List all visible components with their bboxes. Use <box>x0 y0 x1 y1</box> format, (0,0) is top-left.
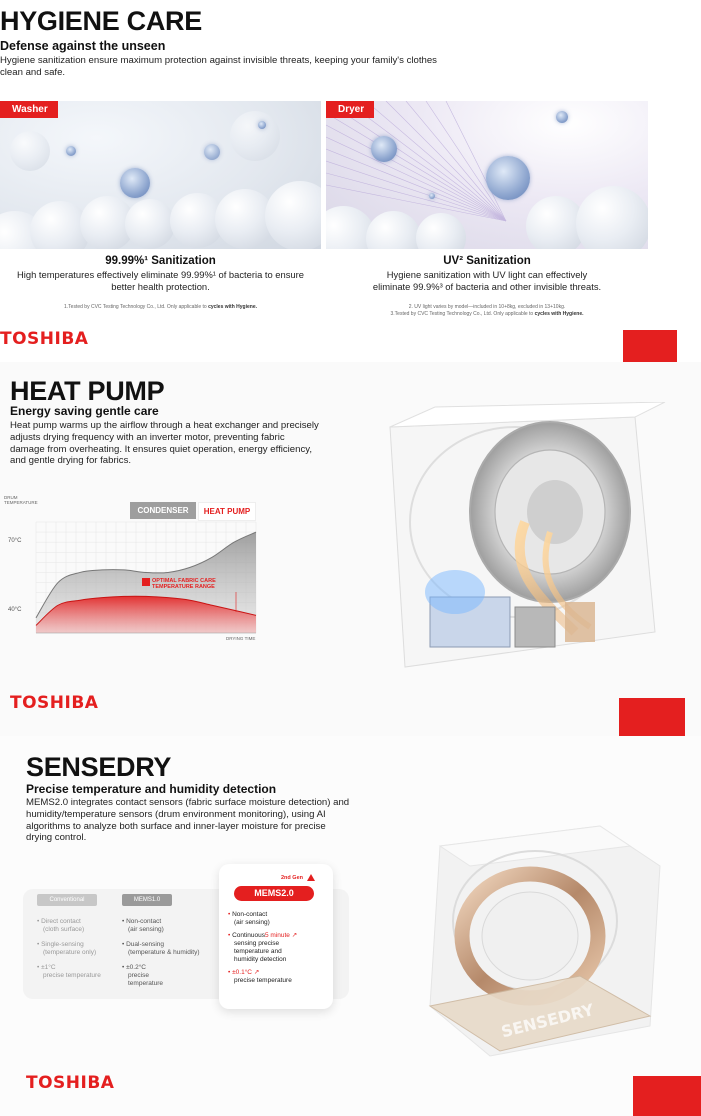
sensedry-subtitle: Precise temperature and humidity detection <box>26 782 277 796</box>
bacteria-icon <box>486 156 530 200</box>
y-tick-70: 70°C <box>8 538 22 544</box>
dryer-caption-title: UV² Sanitization <box>443 255 531 267</box>
sensedry-section <box>0 736 701 1116</box>
optimal-range-annotation: OPTIMAL FABRIC CARE TEMPERATURE RANGE <box>152 578 216 590</box>
second-gen-badge: 2nd Gen <box>281 874 315 881</box>
washer-image-panel <box>0 101 321 249</box>
legend-condenser: CONDENSER <box>130 502 196 519</box>
bacteria-icon <box>66 146 76 156</box>
bacteria-icon <box>556 111 568 123</box>
red-accent-block <box>619 698 685 736</box>
sensedry-product-label: SENSEDRY <box>499 1000 596 1042</box>
heatpump-section <box>0 362 701 736</box>
dryer-caption-text: Hygiene sanitization with UV light can effectively eliminate 99.9%³ of bacteria and other invisible threats. <box>372 269 602 292</box>
y-axis-label: DRUM TEMPERATURE <box>4 495 38 505</box>
legend-heatpump: HEAT PUMP <box>198 502 256 521</box>
heatpump-title: HEAT PUMP <box>10 376 165 406</box>
hygiene-title: HYGIENE CARE <box>0 6 202 36</box>
y-tick-40: 40°C <box>8 607 22 613</box>
washer-tag: Washer <box>0 101 58 118</box>
upward-arrow-icon <box>307 874 315 881</box>
hygiene-description: Hygiene sanitization ensure maximum protection against invisible threats, keeping your family's clothes clean and safe. <box>0 55 437 78</box>
thermometer-icon <box>142 578 150 586</box>
toshiba-logo: TOSHIBA <box>26 1073 115 1093</box>
bacteria-icon <box>371 136 397 162</box>
hygiene-section <box>0 0 701 362</box>
red-accent-block <box>633 1076 701 1116</box>
heatpump-dryer-illustration <box>375 402 675 702</box>
sensedry-description: MEMS2.0 integrates contact sensors (fabric surface moisture detection) and humidity/temperature sensors (drum environment monitoring), using AI algorithms to analyze both surface and inner-layer moisture for precise drying control. <box>26 797 350 844</box>
bacteria-icon <box>120 168 150 198</box>
bacteria-icon <box>429 193 435 199</box>
red-accent-block <box>623 330 677 362</box>
heatpump-description: Heat pump warms up the airflow through a heat exchanger and precisely adjusts drying frequency with an inverter motor, preventing fabric damage from overheating. It ensures quiet operation, energy efficiency, and gentle drying for fabrics. <box>10 420 319 467</box>
toshiba-logo: TOSHIBA <box>10 693 99 713</box>
temperature-chart <box>0 492 300 642</box>
hygiene-subtitle: Defense against the unseen <box>0 39 166 53</box>
bacteria-icon <box>204 144 220 160</box>
mems1-list: • Non-contact (air sensing) • Dual-sensing (temperature & humidity) • ±0.2°C precise temperature <box>122 918 200 987</box>
heatpump-subtitle: Energy saving gentle care <box>10 404 159 418</box>
mems1-header: MEMS1.0 <box>122 894 172 906</box>
conventional-header: Conventional <box>37 894 97 906</box>
toshiba-logo: TOSHIBA <box>0 329 89 349</box>
upward-arrow-icon: ↗ <box>291 932 298 939</box>
sensedry-dryer-illustration <box>400 806 701 1106</box>
conventional-list: • Direct contact (cloth surface) • Single-sensing (temperature only) • ±1°C precise temperature <box>37 918 101 979</box>
dryer-tag: Dryer <box>326 101 374 118</box>
bacteria-icon <box>258 121 266 129</box>
washer-caption-title: 99.99%¹ Sanitization <box>105 255 216 267</box>
washer-caption-text: High temperatures effectively eliminate 99.99%¹ of bacteria to ensure better health protection. <box>17 269 304 292</box>
upward-arrow-icon: ↗ <box>253 969 260 976</box>
dryer-image-panel <box>326 101 648 249</box>
washer-footnote: 1.Tested by CVC Testing Technology Co., Ltd. Only applicable to cycles with Hygiene. <box>64 304 257 310</box>
mems2-list: • Non-contact (air sensing) • Continuous5 minute ↗ sensing precise temperature and humidity detection • ±0.1°C ↗ precise temperature <box>228 911 298 984</box>
sensedry-title: SENSEDRY <box>26 752 172 782</box>
dryer-footnote: 2. UV light varies by model—included in 10+8kg, excluded in 13+10kg. 3.Tested by CVC Testing Technology Co., Ltd. Only applicable to cycles with Hygiene. <box>390 304 584 317</box>
mems2-header: MEMS2.0 <box>234 886 314 901</box>
x-axis-label: DRYING TIME <box>226 636 256 641</box>
